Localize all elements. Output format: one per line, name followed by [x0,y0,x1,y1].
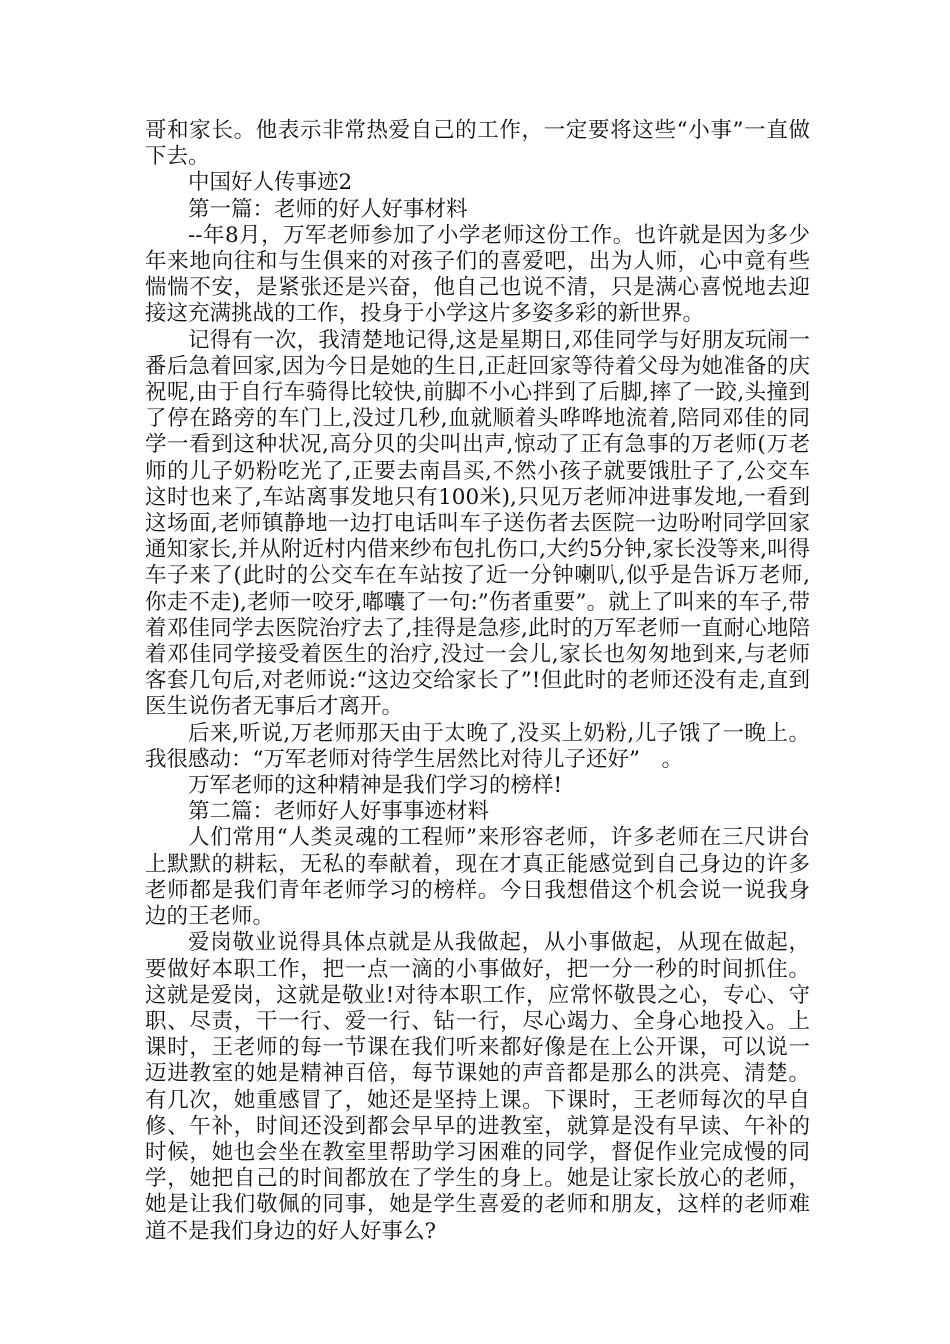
paragraph: 万军老师的这种精神是我们学习的榜样! [188,773,563,799]
paragraph: 后来,听说,万老师那天由于太晚了,没买上奶粉,儿子饿了一晚上。我很感动：“万军老师对待学生居然比对待儿子还好” 。 [145,720,810,772]
paragraph: 爱岗敬业说得具体点就是从我做起，从小事做起，从现在做起，要做好本职工作，把一点一滴的小事做好，把一分一秒的时间抓住。这就是爱岗，这就是敬业!对待本职工作，应常怀敬畏之心，专心、守职、尽责，干一行、爱一行、钻一行，尽心竭力、全身心地投入。上课时，王老师的每一节课在我们听来都好像是在上公开课，可以说一迈进教室的她是精神百倍，每节课她的声音都是那么的洪亮、清楚。有几次，她重感冒了，她还是坚持上课。下课时，王老师每次的早自修、午补，时间还没到都会早早的进教室，就算是没有早读、午补的时候，她也会坐在教室里帮助学习困难的同学，督促作业完成慢的同学，她把自己的时间都放在了学生的身上。她是让家长放心的老师，她是让我们敬佩的同事，她是学生喜爱的老师和朋友，这样的老师难道不是我们身边的好人好事么? [145,930,810,1244]
paragraph: 人们常用“人类灵魂的工程师”来形容老师，许多老师在三尺讲台上默默的耕耘，无私的奉献着，现在才真正能感觉到自己身边的许多老师都是我们青年老师学习的榜样。今日我想借这个机会说一说我身边的王老师。 [145,825,810,930]
article-heading-2: 第二篇：老师好人好事事迹材料 [188,799,490,825]
article-heading-1: 第一篇：老师的好人好事材料 [188,196,468,222]
paragraph: 记得有一次，我清楚地记得,这是星期日,邓佳同学与好朋友玩闹一番后急着回家,因为今日是她的生日,正赶回家等待着父母为她准备的庆祝呢,由于自行车骑得比较快,前脚不小心拌到了后脚,摔了一跤,头撞到了停在路旁的车门上,没过几秒,血就顺着头哗哗地流着,陪同邓佳的同学一看到这种状况,高分贝的尖叫出声,惊动了正有急事的万老师(万老师的儿子奶粉吃光了,正要去南昌买,不然小孩子就要饿肚子了,公交车这时也来了,车站离事发地只有100米),只见万老师冲进事发地,一看到这场面,老师镇静地一边打电话叫车子送伤者去医院一边吩咐同学回家通知家长,并从附近村内借来纱布包扎伤口,大约5分钟,家长没等来,叫得车子来了(此时的公交车在车站按了近一分钟喇叭,似乎是告诉万老师,你走不走),老师一咬牙,嘟囔了一句:”伤者重要”。就上了叫来的车子,带着邓佳同学去医院治疗去了,挂得是急疹,此时的万军老师一直耐心地陪着邓佳同学接受着医生的治疗,没过一会儿,家长也匆匆地到来,与老师客套几句后,对老师说:“这边交给家长了”!但此时的老师还没有走,直到医生说伤者无事后才离开。 [145,327,810,720]
paragraph-continuation: 哥和家长。他表示非常热爱自己的工作，一定要将这些“小事”一直做下去。 [145,118,810,170]
document-body [145,118,810,1245]
section-title: 中国好人传事迹2 [188,170,353,196]
paragraph: --年8月，万军老师参加了小学老师这份工作。也许就是因为多少年来地向往和与生俱来的对孩子们的喜爱吧，出为人师，心中竟有些惴惴不安，是紧张还是兴奋，他自己也说不清，只是满心喜悦地去迎接这充满挑战的工作，投身于小学这片多姿多彩的新世界。 [145,222,810,327]
